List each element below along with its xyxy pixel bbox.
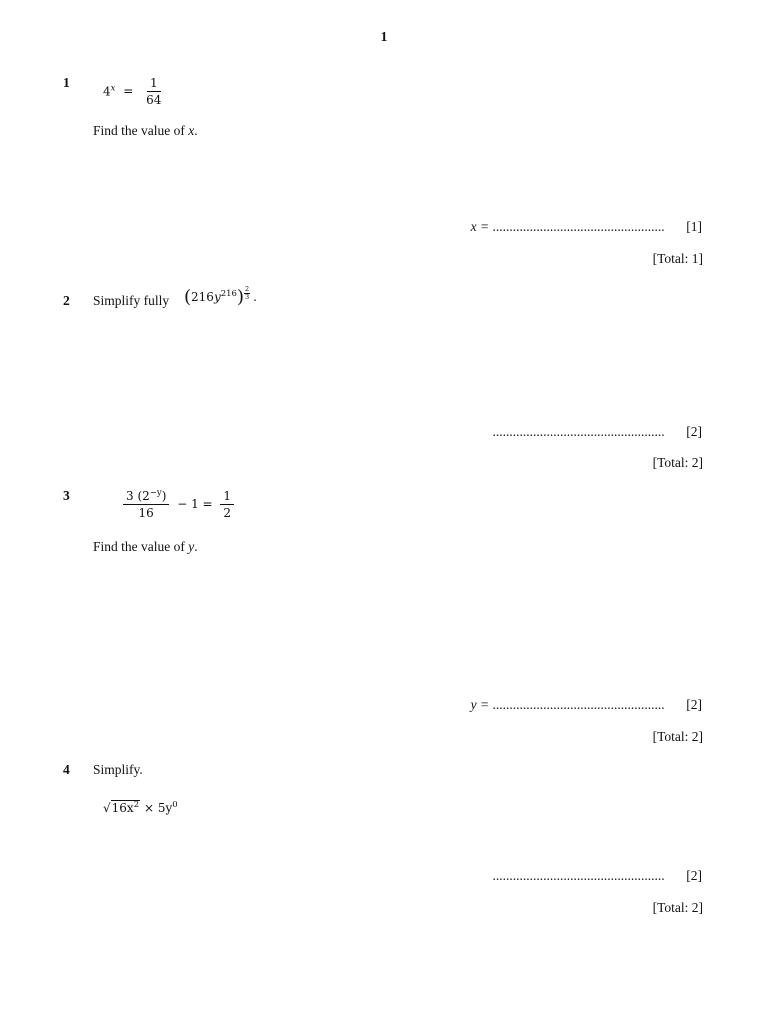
q1-instruction-end: . bbox=[194, 123, 198, 138]
q3-instruction-text: Find the value of bbox=[93, 539, 189, 554]
q3-denominator: 16 bbox=[138, 506, 154, 521]
q2-coef: 216 bbox=[191, 290, 214, 304]
q4-radicand-text: 16x bbox=[111, 801, 134, 815]
question-1-total: [Total: 1] bbox=[652, 251, 703, 266]
question-3-equation bbox=[121, 489, 236, 521]
q1-instruction-var: x bbox=[188, 123, 195, 138]
q4-marks: [2] bbox=[686, 868, 702, 883]
question-1-answer-line[interactable] bbox=[471, 219, 702, 235]
q3-num-text: 3 (2 bbox=[126, 489, 150, 503]
q3-numerator bbox=[123, 489, 169, 505]
q1-fraction bbox=[143, 76, 164, 108]
q1-answer-prefix: x = bbox=[470, 219, 490, 234]
q1-denominator: 64 bbox=[146, 93, 162, 108]
question-4-total: [Total: 2] bbox=[652, 900, 703, 915]
question-number: 2 bbox=[63, 293, 70, 308]
q4-answer-dots: ................................................... bbox=[492, 868, 665, 883]
q2-answer-dots: ................................................... bbox=[492, 424, 665, 439]
q3-lhs-fraction bbox=[123, 489, 169, 521]
q3-instruction-end: . bbox=[194, 539, 198, 554]
question-1-equation bbox=[103, 76, 166, 108]
q2-var: y bbox=[213, 290, 221, 304]
page-number: 1 bbox=[380, 29, 388, 44]
q1-answer-dots: ................................................... bbox=[492, 219, 665, 234]
question-4-answer-line[interactable] bbox=[493, 868, 703, 884]
q3-instruction-var: y bbox=[188, 539, 195, 554]
question-3-answer-line[interactable] bbox=[471, 697, 702, 713]
question-4-expression bbox=[103, 801, 178, 815]
question-number: 3 bbox=[63, 488, 70, 503]
q1-exponent: x bbox=[110, 83, 116, 94]
q2-exp-num: 2 bbox=[244, 285, 250, 293]
question-3-instruction bbox=[93, 539, 198, 555]
question-number: 4 bbox=[63, 762, 70, 777]
question-2-expression bbox=[184, 286, 257, 307]
question-3-total: [Total: 2] bbox=[652, 729, 703, 744]
q2-exp-den: 3 bbox=[244, 292, 250, 301]
q3-answer-dots: ................................................... bbox=[492, 697, 665, 712]
question-4-instruction: Simplify. bbox=[93, 762, 143, 777]
q2-right-paren: ) bbox=[236, 286, 244, 308]
q3-marks: [2] bbox=[686, 697, 702, 712]
question-1-instruction bbox=[93, 123, 198, 139]
q3-rhs-fraction bbox=[220, 489, 234, 521]
q1-numerator: 1 bbox=[147, 76, 161, 92]
q4-times: × 5y bbox=[143, 801, 173, 815]
q3-minus-one: − 1 = bbox=[177, 497, 213, 512]
q3-answer-prefix: y = bbox=[470, 697, 490, 712]
q4-radicand bbox=[111, 800, 140, 815]
q1-instruction-text: Find the value of bbox=[93, 123, 189, 138]
q2-outer-exponent bbox=[244, 286, 250, 300]
q1-equals: = bbox=[123, 84, 134, 99]
question-2-total: [Total: 2] bbox=[652, 455, 703, 470]
question-2-instruction: Simplify fully bbox=[93, 293, 170, 308]
q2-left-paren: ( bbox=[184, 286, 192, 308]
q2-period: . bbox=[253, 290, 257, 304]
q2-var-exp: 216 bbox=[220, 289, 237, 299]
question-2-answer-line[interactable] bbox=[493, 424, 703, 440]
q4-sqrt: $√16x^2$ bbox=[103, 800, 140, 815]
q1-marks: [1] bbox=[686, 219, 702, 234]
question-number: 1 bbox=[63, 75, 70, 90]
q3-rhs-den: 2 bbox=[223, 506, 232, 521]
q3-neg-exp: −y bbox=[149, 488, 162, 498]
q2-marks: [2] bbox=[686, 424, 702, 439]
q1-base: 4 bbox=[103, 84, 111, 99]
q3-rhs-num: 1 bbox=[220, 489, 234, 505]
q4-radicand-exp: 2 bbox=[133, 800, 140, 810]
q3-num-close: ) bbox=[161, 489, 167, 503]
q4-y-exp: 0 bbox=[172, 800, 178, 810]
